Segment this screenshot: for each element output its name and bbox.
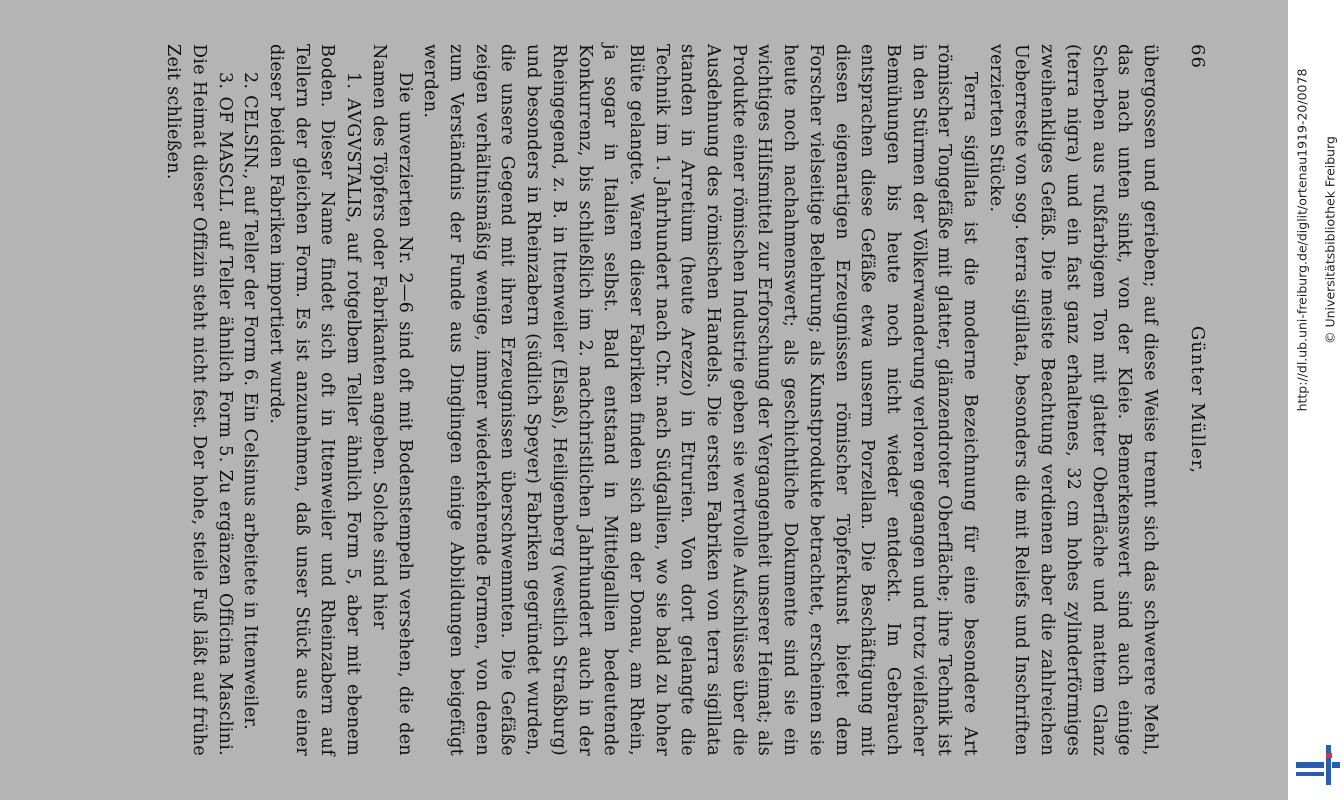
rotated-page-content xyxy=(54,20,1234,780)
page-header xyxy=(1180,44,1214,756)
permalink-url[interactable]: http://dl.ub.uni-freiburg.de/diglit/ortenau1919-20/0078 xyxy=(1294,68,1310,412)
page-number: 66 xyxy=(1187,44,1208,69)
paragraph-1: übergossen und gerieben; auf diese Weise trennt sich das schwerere Mehl, das nach unten sinkt, von der Kleie. Bemerkenswert sind auch einige Scherben aus rußfarbigem Ton mit glatter Oberfläche und mattem Glanz (terra nigra) und ein fast ganz erhaltenes, 32 cm hohes zylinderförmiges zweihenkliges Gefäß. Die meiste Beachtung verdienen aber die zahlreichen Ueberreste von sog. terra sigillata, besonders die mit Reliefs und Inschriften verzierten Stücke. xyxy=(985,44,1160,756)
body-text xyxy=(94,44,1162,756)
paragraph-2: Terra sigillata ist die moderne Bezeichnung für eine besondere Art römischer Tongefäße mit glatter, glänzendroter Oberfläche; ihre Technik ist in den Stürmen der Völkerwanderung verloren gegangen und trotz vielfacher Bemühungen bis heute noch nicht wieder entdeckt. Im Gebrauch entsprachen diese Gefäße etwa unserm Porzellan. Die Beschäftigung mit diesen eigenartigen Erzeugnissen römischer Töpferkunst bietet dem Forscher vielseitige Belehrung; als Kunstprodukte betrachtet, erscheinen sie heute noch nachahmenswert; als geschichtliche Dokumente sind sie ein wichtiges Hilfsmittel zur Erforschung der Vergangenheit unserer Heimat; als Produkte einer römischen Industrie geben sie wertvolle Aufschlüsse über die Ausdehnung des römischen Handels. Die ersten Fabriken von terra sigillata standen in Arretium (heute Arezzo) in Etrurien. Von dort gelangte die Technik im 1. Jahrhundert nach Chr. nach Südgallien, wo sie bald zu hoher Blüte gelangte. Waren dieser Fabriken finden sich an der Donau, am Rhein, ja sogar in Italien selbst. Bald entstand in Mittelgallien bedeutende Konkurrenz, bis schließlich im 2. nachchristlichen Jahrhundert auch in der Rheingegend, z. B. in Ittenweiler (Elsaß), Heiligenberg (westlich Straßburg) und besonders in Rheinzabern (südlich Speyer) Fabriken gegründet wurden, die unsere Gegend mit ihren Erzeugnissen überschwemmten. Die Gefäße zeigen verhältnismäßig wenige, immer wiederkehrende Formen, von denen zum Verständnis der Funde aus Dinglingen einige Abbildungen beigefügt werden. xyxy=(420,44,981,756)
library-logo-icon xyxy=(1296,745,1340,785)
paragraph-6: 3. OF MASCLI. auf Teller ähnlich Form 5. Zu ergänzen Officina Masclini. Die Heimat dieser Offizin steht nicht fest. Der hohe, steile Fuß läßt auf frühe Zeit schließen. xyxy=(163,44,235,756)
copyright-notice: © Universitätsbibliothek Freiburg xyxy=(1322,136,1338,344)
running-head-author: Günter Müller, xyxy=(1187,325,1208,475)
paragraph-5: 2. CELSIN., auf Teller der Form 6. Ein Celsinus arbeitete in Ittenweiler. xyxy=(240,72,261,731)
paragraph-4: 1. AVGVSTALIS, auf rotgelbem Teller ähnlich Form 5, aber mit ebenem Boden. Dieser Name findet sich oft in Ittenweiler und Rheinzabern auf Tellern der gleichen Form. Es ist anzunehmen, daß unser Stück aus einer dieser beiden Fabriken importiert wurde. xyxy=(266,44,364,756)
library-sidebar xyxy=(1288,0,1344,800)
paragraph-3: Die unverzierten Nr. 2—6 sind oft mit Bodenstempeln versehen, die den Namen des Töpfers oder Fabrikanten angeben. Solche sind hier xyxy=(368,44,415,756)
